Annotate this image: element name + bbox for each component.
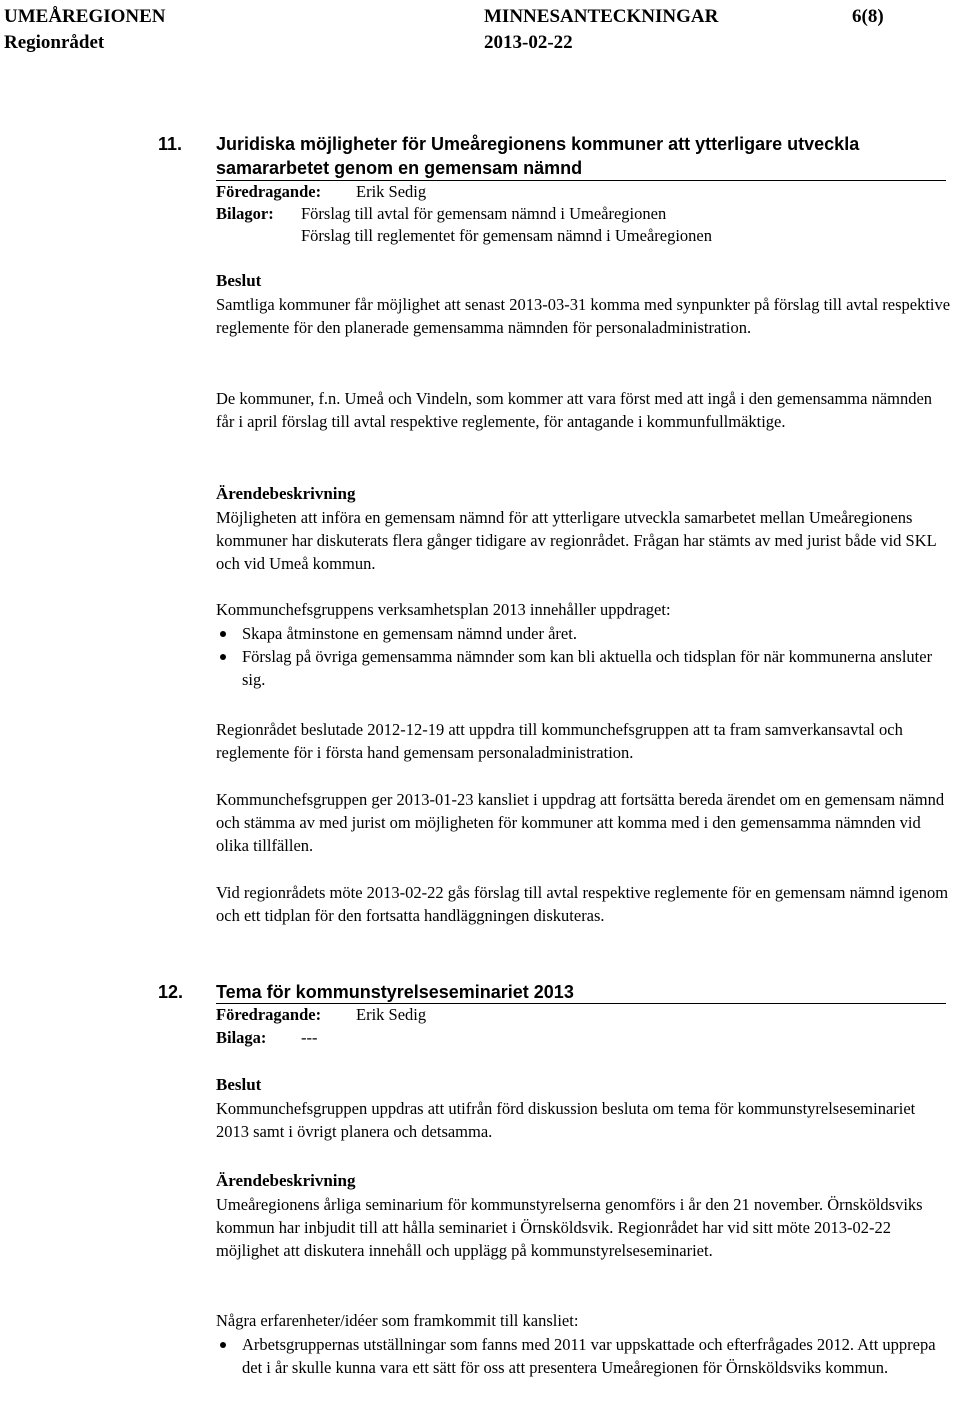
attachment-value: --- — [301, 1028, 318, 1047]
item-12-presenter-row — [216, 1004, 426, 1026]
item-11-decision-paragraph-1: Samtliga kommuner får möjlighet att senast 2013-03-31 komma med synpunkter på förslag till avtal respektive reglemente för den planerade gemensamma nämnden för personaladministration. — [216, 295, 951, 338]
item-11-attachments-row — [216, 203, 666, 225]
bullet-icon — [220, 631, 226, 637]
list-item: Arbetsgruppernas utställningar som fanns med 2011 var uppskattade och efterfrågades 2012. Att upprepa det i år skulle kunna vara ett sätt för oss att presentera Umeåregionen för Örnsköldsviks kommun. — [216, 1333, 952, 1379]
item-11-number: 11. — [158, 134, 183, 154]
list-item: Skapa åtminstone en gemensam nämnd under året. — [216, 622, 952, 645]
item-11-assignment-list — [216, 622, 952, 692]
item-12-decision-heading: Beslut — [216, 1075, 262, 1094]
list-item: Förslag på övriga gemensamma nämnder som kan bli aktuella och tidsplan för när kommunerna ansluter sig. — [216, 645, 952, 691]
header-page-number: 6(8) — [852, 6, 884, 27]
header-council: Regionrådet — [4, 32, 105, 53]
item-11-description-paragraph-2: Kommunchefsgruppens verksamhetsplan 2013 innehåller uppdraget: — [216, 600, 671, 619]
presenter-name: Erik Sedig — [356, 182, 427, 201]
bullet-icon — [220, 1342, 226, 1348]
bullet-icon — [220, 654, 226, 660]
item-12-decision-paragraph-1: Kommunchefsgruppen uppdras att utifrån förd diskussion besluta om tema för kommunstyrelseseminariet 2013 samt i övrigt planera och detsamma. — [216, 1099, 916, 1142]
attachments-label: Bilagor: — [216, 204, 274, 223]
attachment-1: Förslag till avtal för gemensam nämnd i Umeåregionen — [301, 204, 667, 223]
item-11-decision-paragraph-2: De kommuner, f.n. Umeå och Vindeln, som kommer att vara först med att ingå i den gemensamma nämnden får i april förslag till avtal respektive reglemente, för antagande i kommunfullmäktige. — [216, 389, 933, 432]
header-organization: UMEÅREGIONEN — [4, 6, 166, 27]
item-12-attachments-row — [216, 1027, 317, 1049]
attachment-2: Förslag till reglementet för gemensam nämnd i Umeåregionen — [301, 226, 713, 245]
header-document-title: MINNESANTECKNINGAR — [484, 6, 719, 27]
presenter-name: Erik Sedig — [356, 1005, 427, 1024]
item-12-description-paragraph-1: Umeåregionens årliga seminarium för kommunstyrelserna genomförs i år den 21 november. Örnsköldsviks kommun har inbjudit till att hålla seminariet i Örnsköldsvik. Regionrådet har vid sitt möte 2013-02-22 möjlighet att diskutera innehåll och upplägg på kommunstyrelseseminariet. — [216, 1195, 923, 1261]
item-12-ideas-list — [216, 1333, 952, 1379]
item-12-title: Tema för kommunstyrelseseminariet 2013 — [216, 982, 574, 1002]
item-11-decision-heading: Beslut — [216, 271, 262, 290]
item-11-description-paragraph-1: Möjligheten att införa en gemensam nämnd för att ytterligare utveckla samarbetet mellan Umeåregionens kommuner har diskuterats flera gånger tidigare av regionrådet. Frågan har stämts av med jurist både vid SKL och vid Umeå kommun. — [216, 508, 937, 574]
presenter-label: Föredragande: — [216, 182, 322, 201]
item-12-description-paragraph-2: Några erfarenheter/idéer som framkommit till kansliet: — [216, 1311, 579, 1330]
presenter-label: Föredragande: — [216, 1005, 322, 1024]
header-document-date: 2013-02-22 — [484, 32, 573, 53]
item-11-description-heading: Ärendebeskrivning — [216, 484, 356, 503]
item-12-description-heading: Ärendebeskrivning — [216, 1171, 356, 1190]
item-11-description-paragraph-4: Kommunchefsgruppen ger 2013-01-23 kansliet i uppdrag att fortsätta bereda ärendet om en gemensam nämnd och stämma av med jurist om möjligheten för kommuner att komma med i den gemensamma nämnden vid olika tillfällen. — [216, 790, 945, 856]
page-header — [0, 2, 960, 62]
attachment-label: Bilaga: — [216, 1028, 267, 1047]
item-11-presenter-row — [216, 181, 426, 203]
item-11-description-paragraph-3: Regionrådet beslutade 2012-12-19 att uppdra till kommunchefsgruppen att ta fram samverkansavtal och reglemente för i första hand gemensam personaladministration. — [216, 720, 903, 763]
item-11-description-paragraph-5: Vid regionrådets möte 2013-02-22 gås förslag till avtal respektive reglemente för en gemensam nämnd igenom och ett tidplan för den fortsatta handläggningen diskuteras. — [216, 883, 949, 926]
item-11-title: Juridiska möjligheter för Umeåregionens kommuner att ytterligare utveckla samararbetet genom en gemensam nämnd — [216, 134, 860, 178]
item-12-number: 12. — [158, 982, 184, 1002]
